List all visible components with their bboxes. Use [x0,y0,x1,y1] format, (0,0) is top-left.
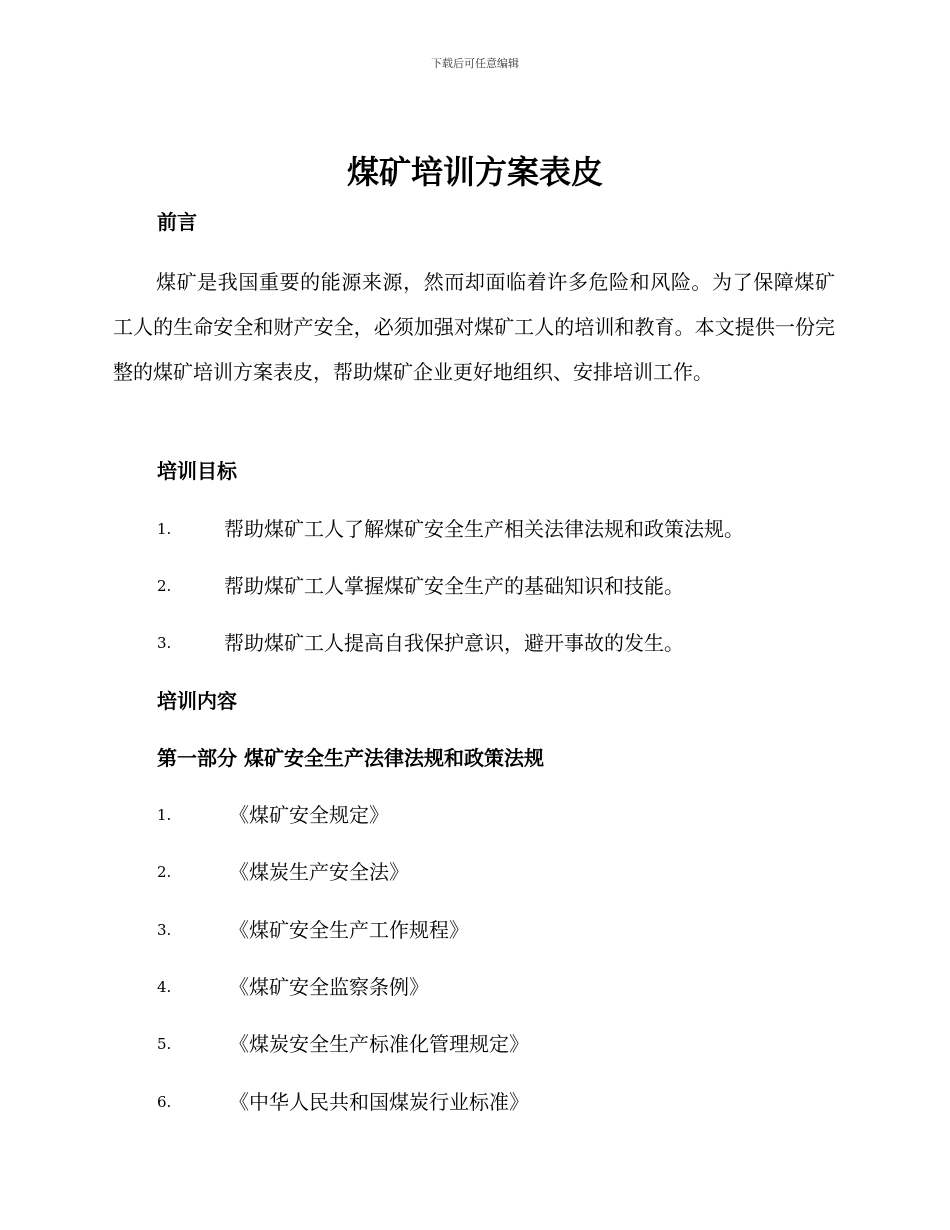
list-item-text: 帮助煤矿工人了解煤矿安全生产相关法律法规和政策法规。 [224,517,744,541]
list-item-number: 2. [157,863,172,881]
list-item-text: 《煤炭生产安全法》 [229,860,409,884]
list-item-text: 《煤矿安全生产工作规程》 [229,918,469,942]
list-item-text: 《中华人民共和国煤炭行业标准》 [229,1090,529,1114]
list-item-number: 3. [157,921,172,939]
section-heading-goals: 培训目标 [157,459,237,483]
list-item-text: 《煤矿安全规定》 [229,803,389,827]
list-item-number: 1. [157,806,172,824]
list-item-text: 《煤炭安全生产标准化管理规定》 [229,1032,529,1056]
list-item-text: 帮助煤矿工人掌握煤矿安全生产的基础知识和技能。 [224,574,684,598]
list-item-number: 6. [157,1093,172,1111]
list-item-number: 3. [157,634,172,652]
list-item-number: 5. [157,1035,172,1053]
list-item-number: 4. [157,978,172,996]
page-header-note: 下载后可任意编辑 [431,57,519,70]
list-item-number: 1. [157,520,172,538]
list-item-number: 2. [157,577,172,595]
section-heading-content: 培训内容 [157,689,237,713]
list-item-text: 帮助煤矿工人提高自我保护意识，避开事故的发生。 [224,631,684,655]
document-title: 煤矿培训方案表皮 [346,153,603,191]
section-heading-intro: 前言 [157,210,197,234]
list-item-text: 《煤矿安全监察条例》 [229,975,429,999]
subsection-heading-part1: 第一部分 煤矿安全生产法律法规和政策法规 [157,746,544,770]
intro-paragraph: 煤矿是我国重要的能源来源，然而却面临着许多危险和风险。为了保障煤矿工人的生命安全和财产安全，必须加强对煤矿工人的培训和教育。本文提供一份完整的煤矿培训方案表皮，帮助煤矿企业更好地组织、安排培训工作。 [113,270,835,384]
